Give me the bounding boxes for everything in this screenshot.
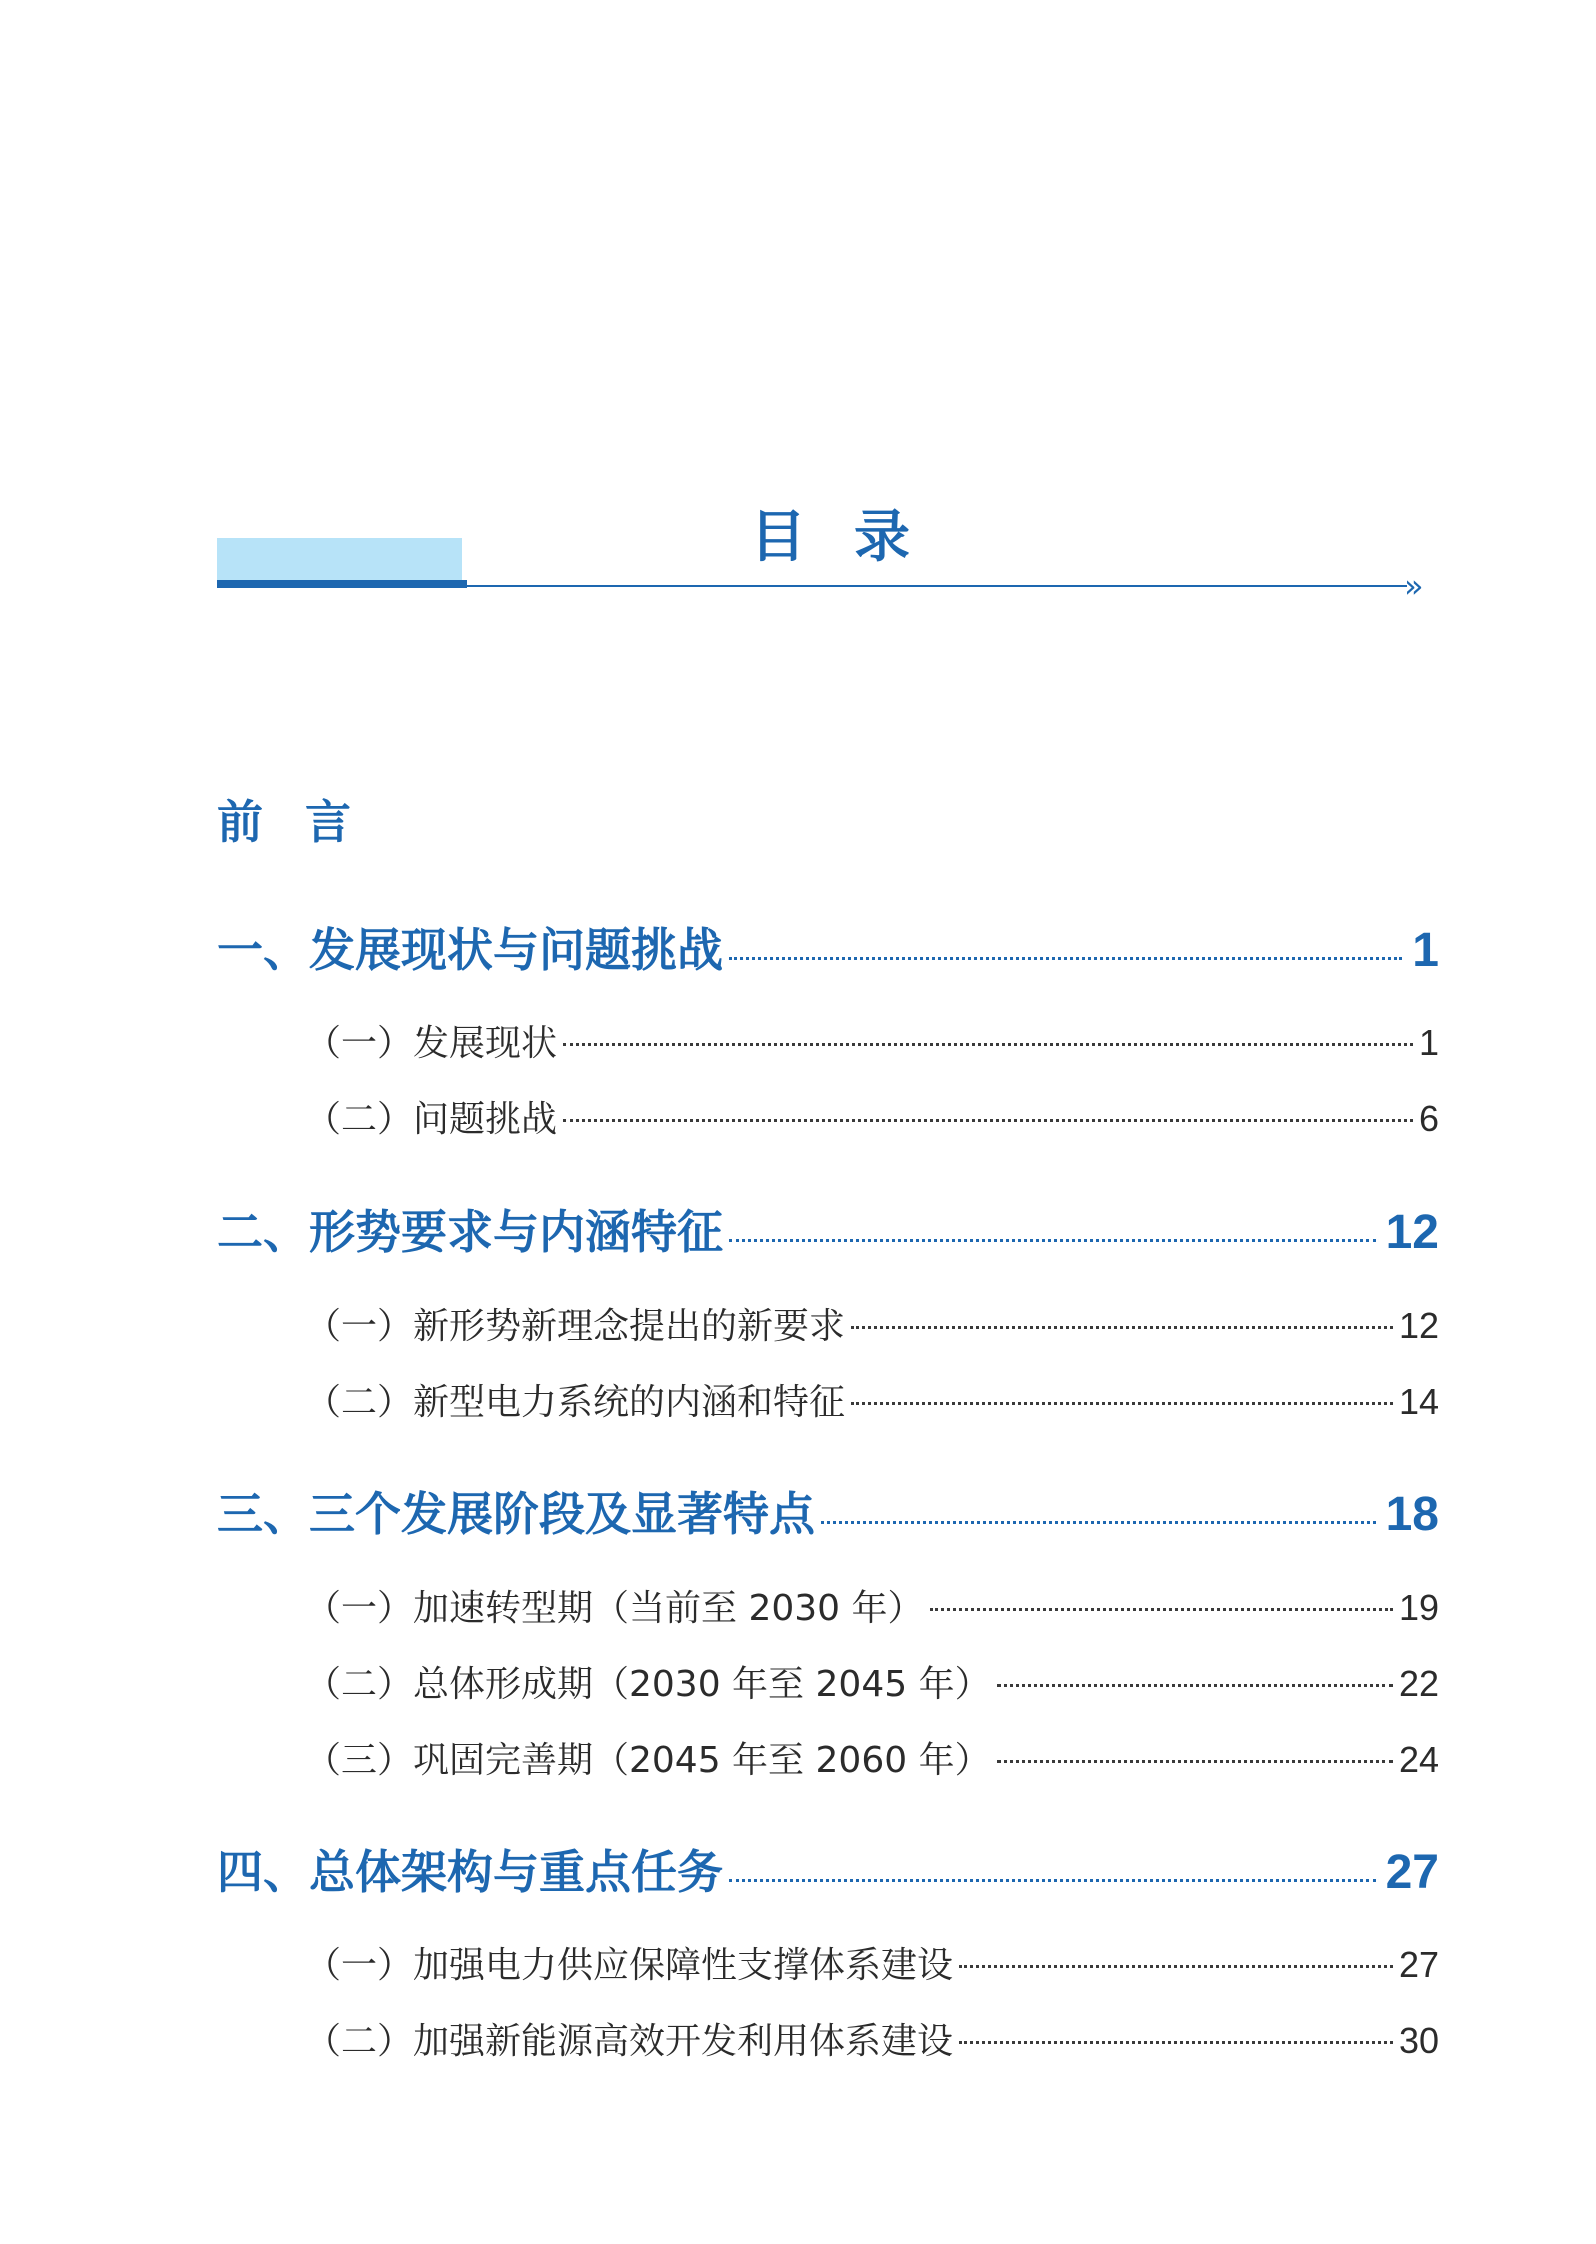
section-title: （二）新型电力系统的内涵和特征 [305,1382,846,1423]
dot-leader [930,1608,1393,1611]
dot-leader [563,1119,1413,1122]
chapter-page-number: 1 [1412,924,1439,977]
header-accent-block [217,538,462,584]
page-title: 目录 [750,505,958,570]
dot-leader [729,1879,1376,1882]
chapter-title: 一、发展现状与问题挑战 [217,923,723,977]
toc-preface[interactable]: 前言 [217,795,393,849]
toc-chapter-3[interactable] [217,1482,1439,1546]
section-title: （二）问题挑战 [305,1099,558,1140]
toc-section-2-1[interactable] [305,1301,1439,1351]
toc-section-4-1[interactable] [305,1940,1439,1990]
chapter-page-number: 18 [1385,1488,1439,1541]
toc-section-4-2[interactable] [305,2016,1439,2066]
section-page-number: 22 [1398,1663,1439,1704]
dot-leader [959,1965,1393,1968]
toc-chapter-4[interactable] [217,1840,1439,1904]
dot-leader [851,1326,1393,1329]
dot-leader [997,1684,1393,1687]
double-chevron-right-icon: » [1404,567,1418,605]
section-title: （一）加速转型期（当前至 2030 年） [305,1588,924,1629]
section-title: （一）发展现状 [305,1023,558,1064]
section-title: （三）巩固完善期（2045 年至 2060 年） [305,1740,991,1781]
toc-chapter-2[interactable] [217,1200,1439,1264]
dot-leader [821,1521,1376,1524]
chapter-title: 三、三个发展阶段及显著特点 [217,1487,815,1541]
section-page-number: 24 [1398,1739,1439,1780]
chapter-page-number: 27 [1385,1846,1439,1899]
section-page-number: 12 [1398,1305,1439,1346]
chapter-title: 四、总体架构与重点任务 [217,1845,723,1899]
section-title: （一）加强电力供应保障性支撑体系建设 [305,1945,954,1986]
dot-leader [729,1239,1376,1242]
dot-leader [563,1043,1413,1046]
section-title: （二）总体形成期（2030 年至 2045 年） [305,1664,991,1705]
toc-chapter-1[interactable] [217,918,1439,982]
chapter-page-number: 12 [1385,1206,1439,1259]
section-page-number: 19 [1398,1587,1439,1628]
toc-section-1-1[interactable] [305,1018,1439,1068]
section-title: （二）加强新能源高效开发利用体系建设 [305,2021,954,2062]
section-page-number: 30 [1398,2020,1439,2061]
section-page-number: 14 [1398,1381,1439,1422]
chapter-title: 二、形势要求与内涵特征 [217,1205,723,1259]
dot-leader [997,1760,1393,1763]
dot-leader [851,1402,1393,1405]
toc-section-3-2[interactable] [305,1659,1439,1709]
section-page-number: 6 [1418,1098,1439,1139]
toc-section-1-2[interactable] [305,1094,1439,1144]
header-divider [217,585,1407,587]
toc-section-3-1[interactable] [305,1583,1439,1633]
toc-section-2-2[interactable] [305,1377,1439,1427]
section-page-number: 27 [1398,1944,1439,1985]
toc-section-3-3[interactable] [305,1735,1439,1785]
dot-leader [729,957,1402,960]
section-title: （一）新形势新理念提出的新要求 [305,1306,846,1347]
dot-leader [959,2041,1393,2044]
section-page-number: 1 [1418,1022,1439,1063]
